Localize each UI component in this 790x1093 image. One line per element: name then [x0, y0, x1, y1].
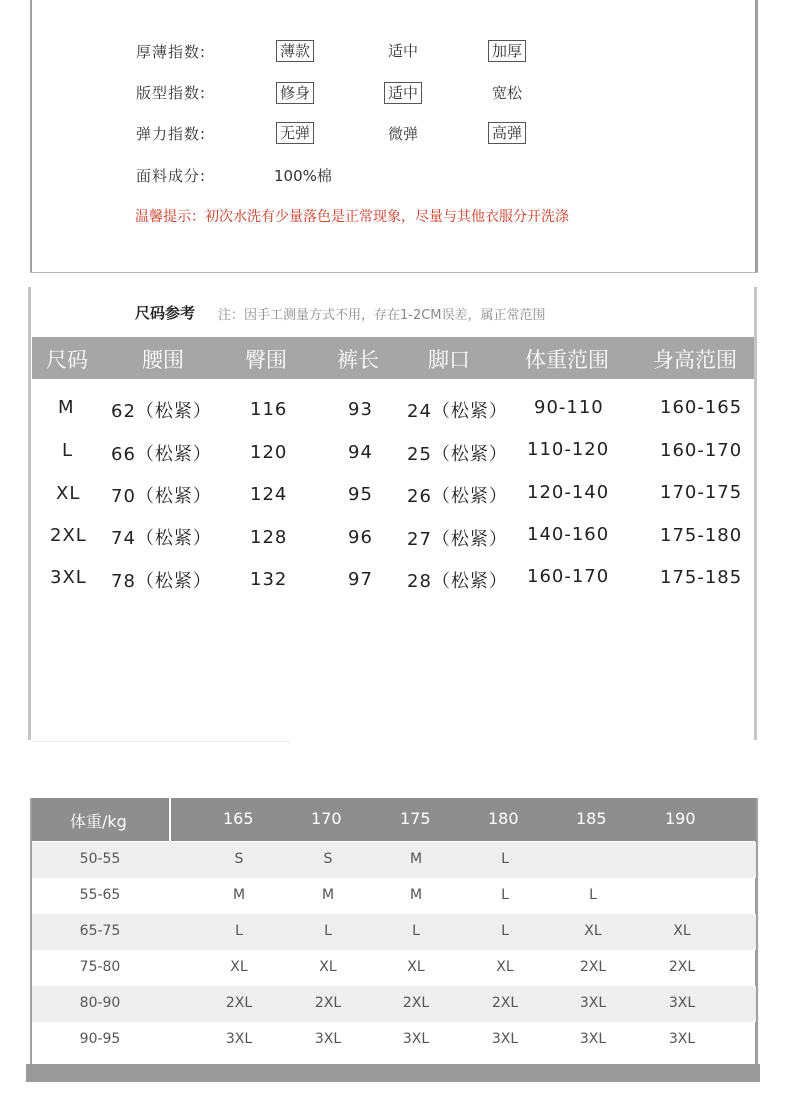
- header-waist: 腰围: [142, 348, 184, 372]
- weight-range-cell: 90-95: [79, 1031, 121, 1047]
- size-cell: 3XL: [668, 1031, 696, 1047]
- size-cell: 3XL: [579, 995, 607, 1011]
- header-hip: 臀围: [245, 348, 287, 372]
- weight-chart-corner: 体重/kg: [70, 812, 127, 831]
- size-cell: XL: [673, 923, 691, 939]
- weight-range-cell: 75-80: [79, 959, 121, 975]
- frame-left-top: [30, 0, 32, 273]
- cell-height-range: 175-185: [660, 567, 743, 588]
- size-cell: M: [409, 887, 423, 903]
- size-cell: XL: [230, 959, 248, 975]
- cell-length: 97: [348, 569, 373, 590]
- cell-size: 2XL: [50, 525, 87, 546]
- cell-waist: 70（松紧）: [111, 486, 212, 507]
- cell-leg-opening: 28（松紧）: [407, 571, 508, 592]
- cell-height-range: 175-180: [660, 525, 743, 546]
- header-size: 尺码: [46, 348, 88, 372]
- cell-waist: 74（松紧）: [111, 528, 212, 549]
- height-165: 165: [223, 809, 254, 828]
- table-row: [32, 986, 756, 1022]
- thickness-label: 厚薄指数:: [136, 43, 207, 61]
- cell-height-range: 160-165: [660, 397, 743, 418]
- cell-waist: 78（松紧）: [111, 571, 212, 592]
- fit-label: 版型指数:: [136, 84, 207, 102]
- size-cell: L: [412, 923, 420, 939]
- size-cell: L: [324, 923, 332, 939]
- cell-length: 94: [348, 442, 373, 463]
- fit-option-loose: 宽松: [492, 84, 523, 102]
- weight-chart-separator: [169, 798, 171, 841]
- height-175: 175: [400, 809, 431, 828]
- size-cell: 3XL: [225, 1031, 253, 1047]
- cell-size: L: [62, 440, 74, 461]
- cell-length: 96: [348, 527, 373, 548]
- weight-range-cell: 65-75: [79, 923, 121, 939]
- size-reference-note: 注：因手工测量方式不用，存在1-2CM误差，属正常范围: [218, 308, 546, 323]
- cell-waist: 62（松紧）: [111, 401, 212, 422]
- size-cell: L: [589, 887, 597, 903]
- size-cell: L: [501, 923, 509, 939]
- size-cell: 3XL: [314, 1031, 342, 1047]
- cell-waist: 66（松紧）: [111, 444, 212, 465]
- height-170: 170: [311, 809, 342, 828]
- cell-leg-opening: 26（松紧）: [407, 486, 508, 507]
- fit-option-slim: 修身: [276, 82, 314, 104]
- height-180: 180: [488, 809, 519, 828]
- thickness-option-thick: 加厚: [488, 40, 526, 62]
- size-cell: XL: [496, 959, 514, 975]
- cell-size: M: [58, 397, 75, 418]
- cell-height-range: 160-170: [660, 440, 743, 461]
- weight-range-cell: 80-90: [79, 995, 121, 1011]
- size-cell: 2XL: [491, 995, 519, 1011]
- size-cell: 3XL: [491, 1031, 519, 1047]
- cell-hip: 124: [250, 484, 288, 505]
- section-divider: [30, 272, 758, 273]
- elasticity-option-high: 高弹: [488, 122, 526, 144]
- composition-value: 100%棉: [274, 167, 332, 185]
- size-cell: L: [501, 851, 509, 867]
- fit-option-regular: 适中: [384, 82, 422, 104]
- table-row: [32, 914, 756, 950]
- cell-hip: 116: [250, 399, 288, 420]
- cell-height-range: 170-175: [660, 482, 743, 503]
- frame-left-mid: [28, 287, 31, 740]
- elasticity-label: 弹力指数:: [136, 125, 207, 143]
- composition-label: 面料成分:: [136, 167, 207, 185]
- size-reference-title: 尺码参考: [135, 304, 196, 322]
- size-cell: M: [321, 887, 335, 903]
- size-cell: 2XL: [314, 995, 342, 1011]
- table-row: [32, 842, 756, 878]
- cell-leg-opening: 25（松紧）: [407, 444, 508, 465]
- cell-weight-range: 120-140: [527, 482, 610, 503]
- thickness-option-thin: 薄款: [276, 40, 314, 62]
- cell-hip: 120: [250, 442, 288, 463]
- header-height-range: 身高范围: [653, 348, 737, 372]
- size-cell: XL: [407, 959, 425, 975]
- size-cell: 2XL: [579, 959, 607, 975]
- size-cell: 3XL: [402, 1031, 430, 1047]
- frame-right-mid: [754, 287, 757, 740]
- size-cell: 2XL: [225, 995, 253, 1011]
- cell-hip: 128: [250, 527, 288, 548]
- size-cell: L: [235, 923, 243, 939]
- header-leg-opening: 脚口: [428, 348, 470, 372]
- table-row: [32, 1022, 756, 1058]
- header-length: 裤长: [337, 348, 379, 372]
- cell-weight-range: 90-110: [534, 397, 604, 418]
- size-cell: 3XL: [668, 995, 696, 1011]
- cell-hip: 132: [250, 569, 288, 590]
- size-cell: M: [232, 887, 246, 903]
- cell-weight-range: 160-170: [527, 566, 610, 587]
- elasticity-option-slight: 微弹: [388, 125, 419, 143]
- size-cell: XL: [319, 959, 337, 975]
- weight-range-cell: 50-55: [79, 851, 121, 867]
- elasticity-option-none: 无弹: [276, 122, 314, 144]
- size-table-header: [32, 337, 754, 379]
- table-row: [32, 878, 756, 914]
- size-cell: L: [501, 887, 509, 903]
- size-cell: S: [234, 851, 244, 867]
- height-185: 185: [576, 809, 607, 828]
- bottom-bar: [26, 1064, 760, 1082]
- cell-length: 93: [348, 399, 373, 420]
- cell-size: 3XL: [50, 567, 87, 588]
- cell-size: XL: [56, 483, 81, 504]
- size-cell: XL: [584, 923, 602, 939]
- cell-leg-opening: 24（松紧）: [407, 401, 508, 422]
- cell-weight-range: 110-120: [527, 439, 610, 460]
- cell-leg-opening: 27（松紧）: [407, 529, 508, 550]
- size-cell: S: [323, 851, 333, 867]
- table-row: [32, 950, 756, 986]
- size-cell: 3XL: [579, 1031, 607, 1047]
- size-cell: 2XL: [402, 995, 430, 1011]
- size-cell: M: [409, 851, 423, 867]
- faint-divider: [32, 741, 290, 742]
- thickness-option-medium: 适中: [388, 42, 419, 60]
- header-weight-range: 体重范围: [525, 348, 609, 372]
- frame-right-top: [755, 0, 758, 273]
- size-cell: 2XL: [668, 959, 696, 975]
- weight-range-cell: 55-65: [79, 887, 121, 903]
- weight-chart-header: [32, 798, 756, 841]
- cell-weight-range: 140-160: [527, 524, 610, 545]
- wash-warning: 温馨提示：初次水洗有少量落色是正常现象，尽量与其他衣服分开洗涤: [135, 209, 569, 225]
- height-190: 190: [665, 809, 696, 828]
- cell-length: 95: [348, 484, 373, 505]
